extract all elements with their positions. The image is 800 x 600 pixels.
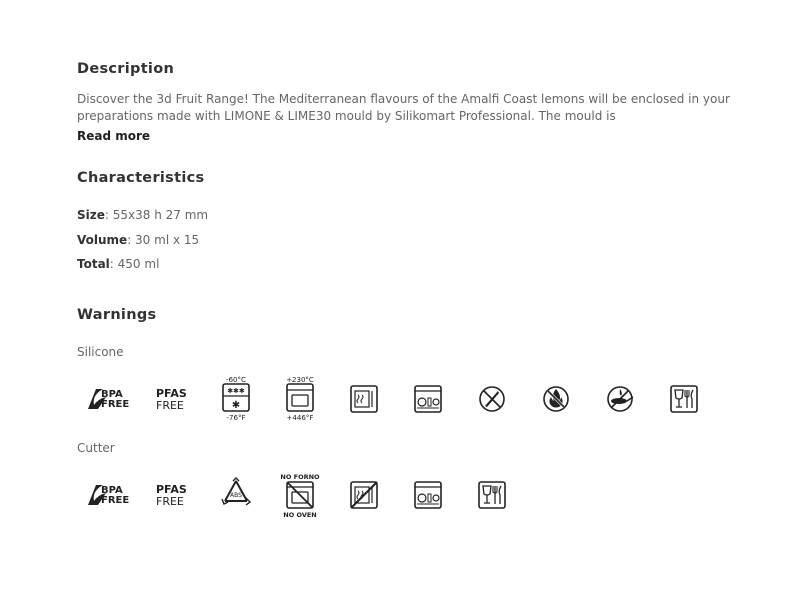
svg-text:-76°F: -76°F — [226, 414, 246, 422]
oven-icon — [276, 375, 324, 423]
svg-text:+230°C: +230°C — [286, 376, 314, 384]
description-title: Description — [77, 61, 175, 77]
bpa-free-icon — [84, 375, 132, 423]
characteristic-label: Size — [77, 208, 105, 222]
svg-text:+446°F: +446°F — [286, 414, 314, 422]
svg-text:FREE: FREE — [156, 495, 184, 508]
food-safe-icon — [468, 471, 516, 519]
silicone-icons — [84, 375, 724, 423]
characteristic-value: : 450 ml — [109, 257, 160, 271]
pfas-free-icon — [148, 375, 196, 423]
characteristics-title: Characteristics — [77, 170, 205, 186]
svg-text:FREE: FREE — [156, 399, 184, 412]
svg-text:PFAS: PFAS — [156, 483, 187, 496]
svg-text:NO OVEN: NO OVEN — [283, 511, 317, 519]
svg-text:✱: ✱ — [231, 400, 241, 411]
no-microwave-icon — [340, 471, 388, 519]
no-grill-icon — [596, 375, 644, 423]
characteristic-size — [77, 208, 208, 222]
characteristic-label: Total — [77, 257, 110, 271]
cutter-label: Cutter — [77, 441, 115, 455]
svg-text:PFAS: PFAS — [156, 387, 187, 400]
food-safe-icon — [660, 375, 708, 423]
svg-text:FREE: FREE — [101, 495, 130, 506]
svg-text:BPA: BPA — [101, 485, 123, 496]
abs-recycle-icon — [212, 471, 260, 519]
no-flame-icon — [532, 375, 580, 423]
silicone-label: Silicone — [77, 345, 124, 359]
svg-text:FREE: FREE — [101, 399, 130, 410]
pfas-free-icon — [148, 471, 196, 519]
characteristic-label: Volume — [77, 233, 128, 247]
dishwasher-icon — [404, 471, 452, 519]
warnings-title: Warnings — [77, 307, 157, 323]
microwave-icon — [340, 375, 388, 423]
characteristic-total — [77, 257, 159, 271]
freezer-icon — [212, 375, 260, 423]
no-oven-icon — [276, 471, 324, 519]
no-cutting-icon — [468, 375, 516, 423]
cutter-icons — [84, 471, 724, 519]
read-more-link[interactable]: Read more — [77, 129, 151, 143]
characteristic-value: : 55x38 h 27 mm — [104, 208, 209, 222]
bpa-free-icon — [84, 471, 132, 519]
description-text: Discover the 3d Fruit Range! The Mediterranean flavours of the Amalfi Coast lemons will be enclosed in your preparations made with LIMONE & LIME30 mould by Silikomart Professional. The mould is — [77, 92, 730, 123]
characteristic-volume — [77, 233, 199, 247]
characteristic-value: : 30 ml x 15 — [127, 233, 200, 247]
svg-text:BPA: BPA — [101, 389, 123, 400]
svg-text:✱✱✱: ✱✱✱ — [227, 387, 245, 395]
dishwasher-icon — [404, 375, 452, 423]
svg-text:NO FORNO: NO FORNO — [280, 473, 320, 481]
svg-text:-60°C: -60°C — [226, 376, 246, 384]
svg-text:ABS: ABS — [230, 492, 242, 499]
